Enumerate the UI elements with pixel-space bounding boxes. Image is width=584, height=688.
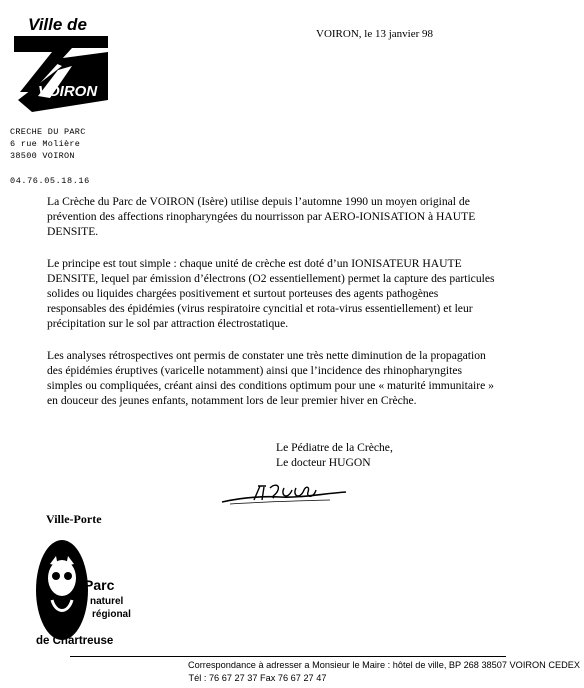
footer-address-wrap: [0, 660, 580, 670]
sender-phone: 04.76.05.18.16: [10, 176, 90, 186]
footer-divider: [70, 656, 506, 657]
body-paragraph-3: Les analyses rétrospectives ont permis de constater une très nette diminution de la propagation des épidémies éruptives (varicelle notamment) ainsi que l’incidence des rhinopharyngites simples ou compliquées, créant ainsi des conditions optimum pour une « maturité immunitaire » en douceur des jeunes enfants, notamment lors de leur premier hiver en Crèche.: [47, 349, 494, 407]
sender-street: 6 rue Molière: [10, 139, 81, 149]
parc-chartreuse-logo: [30, 534, 150, 654]
park-logo-parc: Parc: [84, 577, 115, 593]
logo-text-voiron: VOIRON: [38, 83, 98, 100]
footer-contact: Tél : 76 67 27 37 Fax 76 67 27 47: [188, 673, 327, 683]
body-paragraph-1: La Crèche du Parc de VOIRON (Isère) utilise depuis l’automne 1990 un moyen original de prévention des affections rinopharyngées du nourrisson par AERO-IONISATION à HAUTE DENSITE.: [47, 195, 476, 238]
park-logo-chartreuse: de Chartreuse: [36, 635, 114, 647]
sender-address: [10, 126, 86, 162]
footer-address: Correspondance à adresser a Monsieur le Maire : hôtel de ville, BP 268 38507 VOIRON CEDEX: [187, 660, 580, 670]
sender-name: CRECHE DU PARC: [10, 127, 86, 137]
handwritten-signature: [220, 480, 350, 508]
ville-porte-label: Ville-Porte: [46, 512, 102, 526]
signatory-name: Le docteur HUGON: [276, 456, 371, 469]
body-paragraph-2: Le principe est tout simple : chaque unité de crèche est doté d’un IONISATEUR HAUTE DENSITE, lequel par émission d’électrons (O2 essentiellement) permet la capture des particules solides ou liquides chargées positivement et surtout porteuses des agents pathogènes responsables des épidémies (virus respiratoire cyncitial et rota-virus essentiellement) et leur précipitation sur le sol par attraction électrostatique.: [47, 257, 495, 330]
place-and-date: VOIRON, le 13 janvier 98: [316, 28, 434, 40]
park-logo-naturel: naturel: [90, 596, 124, 607]
logo-text-ville-de: Ville de: [28, 15, 87, 34]
park-logo-regional: régional: [92, 609, 131, 620]
ville-de-voiron-logo: [12, 8, 110, 120]
signatory-role: Le Pédiatre de la Crèche,: [276, 441, 393, 454]
sender-city: 38500 VOIRON: [10, 151, 75, 161]
